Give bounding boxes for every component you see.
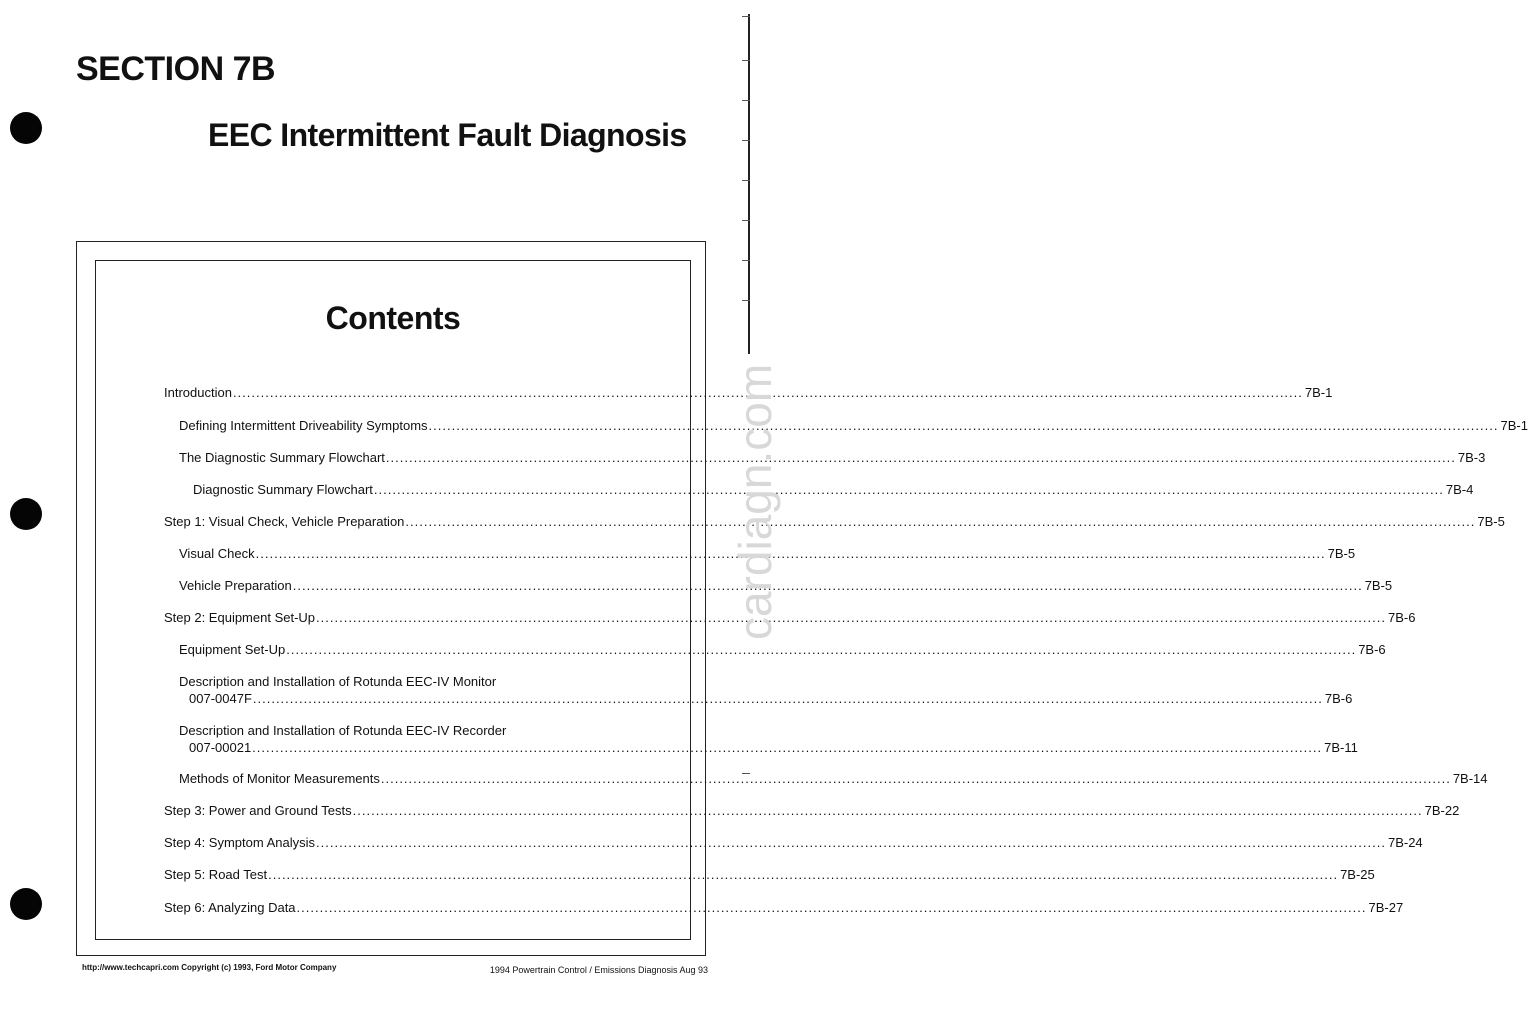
toc-entry[interactable] (164, 513, 1505, 530)
toc-entry[interactable] (179, 545, 1356, 562)
toc-leader (252, 739, 1322, 756)
toc-subtitle: 007-00021 (189, 740, 252, 755)
toc-leader (293, 577, 1363, 594)
toc-title: Description and Installation of Rotunda EEC-IV Monitor (179, 674, 497, 689)
toc-page: 7B-3 (1457, 450, 1486, 465)
toc-entry[interactable] (179, 449, 1486, 466)
toc-title: Step 5: Road Test (164, 867, 268, 882)
toc-title: Diagnostic Summary Flowchart (193, 482, 373, 497)
document-title: EEC Intermittent Fault Diagnosis (208, 117, 687, 153)
toc-title: Step 6: Analyzing Data (164, 900, 296, 915)
toc-page: 7B-14 (1452, 771, 1488, 786)
toc-title: Step 4: Symptom Analysis (164, 835, 316, 850)
toc-page: 7B-1 (1304, 385, 1333, 400)
toc-entry[interactable] (179, 417, 1528, 434)
toc-entry[interactable] (164, 384, 1333, 401)
toc-page: 7B-11 (1324, 740, 1358, 755)
watermark: cardiagn.com (729, 363, 781, 640)
contents-heading: Contents (325, 300, 461, 336)
toc-entry[interactable] (193, 481, 1474, 498)
toc-leader (253, 690, 1323, 707)
toc-entry[interactable] (179, 770, 1488, 787)
toc-leader (353, 802, 1423, 819)
toc-page: 7B-5 (1327, 546, 1356, 561)
toc-title: Visual Check (179, 546, 255, 561)
toc-leader (374, 481, 1444, 498)
toc-page: 7B-6 (1324, 691, 1353, 706)
toc-entry[interactable] (164, 866, 1375, 883)
toc-title: Step 2: Equipment Set-Up (164, 610, 316, 625)
toc-page: 7B-25 (1340, 867, 1375, 882)
toc-page: 7B-5 (1477, 514, 1505, 529)
toc-leader (381, 770, 1451, 787)
footer-publication: 1994 Powertrain Control / Emissions Diagnosis Aug 93 (489, 965, 708, 975)
toc-page: 7B-22 (1424, 803, 1460, 818)
toc-page: 7B-6 (1358, 642, 1386, 657)
toc-page: 7B-5 (1364, 578, 1393, 593)
toc-title: Equipment Set-Up (179, 642, 286, 657)
toc-page: 7B-1 (1500, 418, 1528, 433)
toc-entry[interactable] (179, 722, 1358, 756)
toc-entry[interactable] (164, 802, 1460, 819)
toc-page: 7B-4 (1445, 482, 1474, 497)
toc-leader (386, 449, 1456, 466)
toc-entry[interactable] (179, 577, 1393, 594)
toc-entry[interactable] (179, 673, 1353, 707)
toc-page: 7B-6 (1387, 610, 1416, 625)
toc-title: Introduction (164, 385, 232, 400)
toc-leader (256, 545, 1326, 562)
toc-entry[interactable] (164, 834, 1423, 851)
toc-subtitle: 007-0047F (189, 691, 252, 706)
toc-leader (297, 899, 1367, 916)
toc-title: Description and Installation of Rotunda EEC-IV Recorder (179, 723, 507, 738)
toc-entry[interactable] (179, 641, 1386, 658)
toc-page: 7B-24 (1387, 835, 1423, 850)
section-title: SECTION 7B (76, 50, 276, 88)
toc-leader (316, 609, 1386, 626)
toc-title: Methods of Monitor Measurements (179, 771, 380, 786)
toc-title: Step 1: Visual Check, Vehicle Preparation (164, 514, 405, 529)
toc-title: Defining Intermittent Driveability Symptoms (179, 418, 428, 433)
footer-copyright[interactable]: http://www.techcapri.com Copyright (c) 1993, Ford Motor Company (82, 963, 337, 972)
toc-page: 7B-27 (1368, 900, 1404, 915)
toc-leader (429, 417, 1499, 434)
toc-leader (316, 834, 1386, 851)
toc-title: The Diagnostic Summary Flowchart (179, 450, 385, 465)
toc-entry[interactable] (164, 609, 1416, 626)
toc-entry[interactable] (164, 899, 1404, 916)
toc-leader (286, 641, 1356, 658)
toc-title: Vehicle Preparation (179, 578, 292, 593)
toc-leader (268, 866, 1338, 883)
toc-leader (405, 513, 1475, 530)
toc-title: Step 3: Power and Ground Tests (164, 803, 352, 818)
